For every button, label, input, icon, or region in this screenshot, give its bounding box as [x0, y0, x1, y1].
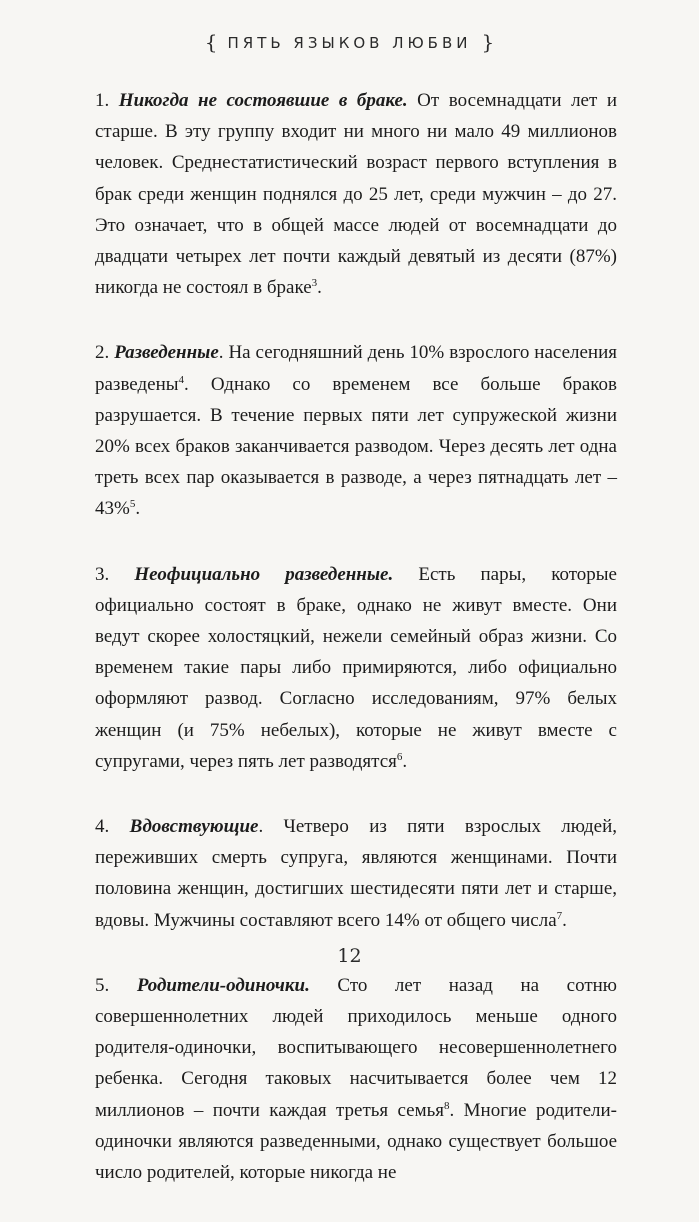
item-number: 3. [95, 563, 110, 585]
item-number: 1. [95, 90, 110, 111]
item-tail: . [402, 750, 408, 772]
item-text: От восемнадцати лет и старше. В эту группу входит ни много ни мало 49 миллионов человек. Среднестатистический возраст первого вступления в брак среди женщин поднялся до 25 лет, среди мужчин – до 27. Это означает, что в общей массе людей от восемнадцати до двадцати четырех лет почти каждый девятый из десяти (87%) никогда не состоял в браке [95, 90, 618, 299]
item-term: Неофициально разведенные. [134, 563, 394, 585]
footnote-ref: 6 [396, 750, 403, 763]
item-tail: . [317, 277, 322, 299]
footnote-ref: 8 [444, 1099, 450, 1112]
page-number: 12 [337, 945, 362, 967]
item-tail: . Многие родители-одиночки являются разведенными, однако существует большое число родителей, которые никогда не [95, 1099, 617, 1184]
footnote-ref: 5 [129, 498, 136, 511]
item-tail: . [135, 498, 141, 520]
item-text: . На сегодняшний день 10% взрослого населения разведены [95, 342, 617, 395]
paragraph-divorced [95, 337, 617, 524]
item-number: 4. [95, 816, 110, 838]
item-text: Есть пары, которые официально состоят в браке, однако не живут вместе. Они ведут скорее холостяцкий, нежели семейный образ жизни. Со временем такие пары либо примиряются, либо официально оформляют развод. Согласно исследованиям, 97% белых женщин (и 75% небелых), которые не живут вместе с супругами, через пять лет разводятся [95, 563, 617, 772]
paragraph-single-parents [95, 970, 617, 1188]
item-tail: . [562, 909, 567, 931]
paragraph-never-married [95, 85, 617, 303]
item-term: Никогда не состоявшие в браке. [118, 90, 408, 111]
item-number: 5. [95, 974, 110, 996]
footnote-ref: 3 [311, 277, 318, 290]
left-brace-ornament: { [204, 30, 218, 54]
book-title: ПЯТЬ ЯЗЫКОВ ЛЮБВИ [227, 34, 472, 52]
footnote-ref: 4 [178, 373, 185, 386]
item-term: Разведенные [114, 342, 219, 364]
footnote-ref: 7 [556, 909, 563, 922]
item-tail: . Однако со временем все больше браков разрушается. В течение первых пяти лет супружеской жизни 20% всех браков заканчивается разводом. Через десять лет одна треть всех пар оказывается в разводе, а через пятнадцать лет – 43% [95, 373, 617, 520]
right-brace-ornament: } [481, 30, 495, 54]
item-number: 2. [95, 342, 110, 364]
running-header [0, 30, 699, 54]
page-body [95, 85, 617, 1222]
paragraph-separated [95, 559, 617, 777]
item-term: Вдовствующие [129, 816, 259, 838]
paragraph-widowed [95, 811, 617, 936]
item-term: Родители-одиночки. [136, 974, 310, 996]
item-text: Сто лет назад на сотню совершеннолетних людей приходилось меньше одного родителя-одиночки, воспитывающего несовершеннолетнего ребенка. Сегодня таковых насчитывается более чем 12 миллионов – почти каждая третья семья [95, 974, 617, 1121]
item-text: . Четверо из пяти взрослых людей, переживших смерть супруга, являются женщинами. Почти половина женщин, достигших шестидесяти пяти лет и старше, вдовы. Мужчины составляют всего 14% от общего числа [95, 816, 618, 931]
